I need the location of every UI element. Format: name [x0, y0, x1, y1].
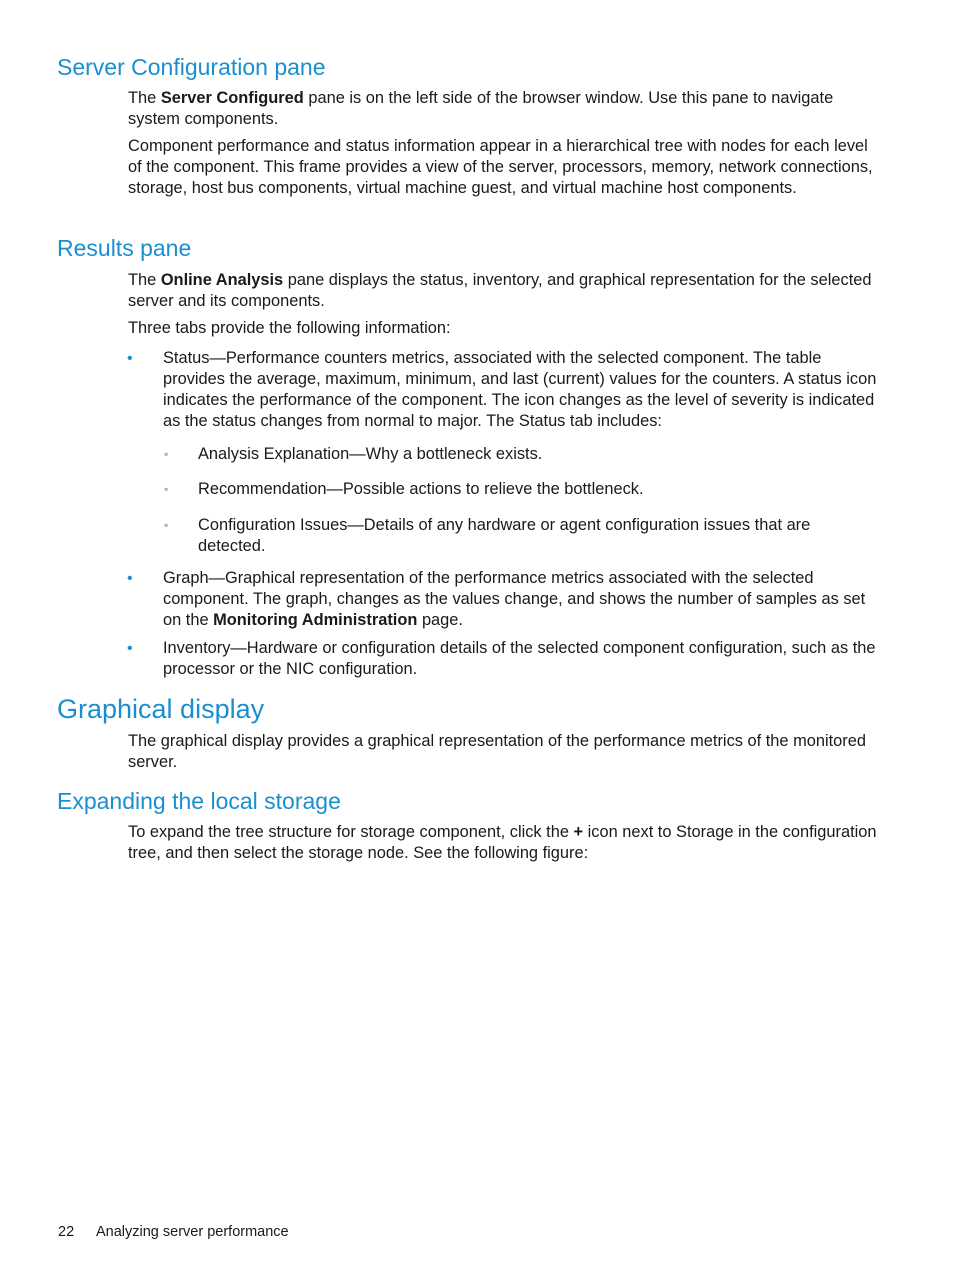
- bullet-icon: •: [127, 350, 133, 367]
- sub-list-item-recommendation: Recommendation—Possible actions to relieve the bottleneck.: [198, 480, 644, 498]
- ui-term-online-analysis: Online Analysis: [160, 271, 284, 289]
- sub-list-item-analysis-explanation: Analysis Explanation—Why a bottleneck exists.: [198, 445, 543, 463]
- text-run: icon next to Storage in the configuration tree, and then select the storage node. See the following figure:: [128, 823, 877, 862]
- graphical-display-paragraph: The graphical display provides a graphical representation of the performance metrics of the monitored server.: [128, 732, 866, 771]
- plus-icon: +: [573, 823, 584, 841]
- list-item-graph: [163, 568, 878, 631]
- server-config-paragraph-1: [128, 88, 878, 130]
- sub-bullet-icon: ◦: [164, 518, 169, 532]
- section-heading-server-configuration: Server Configuration pane: [57, 54, 326, 80]
- bullet-icon: •: [127, 570, 133, 587]
- footer-title: Analyzing server performance: [96, 1224, 289, 1240]
- text-run: pane displays the status, inventory, and graphical representation for the selected server and its components.: [128, 271, 872, 310]
- section-heading-results-pane: Results pane: [57, 235, 192, 261]
- sub-bullet-icon: ◦: [164, 482, 169, 496]
- list-item-inventory: Inventory—Hardware or configuration details of the selected component configuration, such as the processor or the NIC configuration.: [163, 639, 876, 678]
- ui-term-monitoring-administration: Monitoring Administration: [213, 611, 418, 629]
- ui-term-server-configured: Server Configured: [160, 89, 304, 107]
- text-run: The: [128, 271, 161, 289]
- results-paragraph-1: [128, 270, 878, 312]
- results-paragraph-2: Three tabs provide the following information:: [128, 319, 451, 337]
- page-number: 22: [58, 1224, 75, 1240]
- list-item-status: Status—Performance counters metrics, associated with the selected component. The table provides the average, maximum, minimum, and last (current) values for the counters. A status icon indicates the performance of the component. The icon changes as the level of severity is indicated as the status changes from normal to major. The Status tab includes:: [163, 349, 877, 430]
- section-heading-graphical-display: Graphical display: [57, 694, 265, 724]
- section-heading-expanding-local-storage: Expanding the local storage: [57, 788, 341, 814]
- text-run: Graph—Graphical representation of the performance metrics associated with the selected component. The graph, changes as the values change, and shows the number of samples as set on the: [163, 569, 866, 629]
- bullet-icon: •: [127, 640, 133, 657]
- text-run: pane is on the left side of the browser window. Use this pane to navigate system components.: [128, 89, 834, 128]
- text-run: The: [128, 89, 161, 107]
- text-run: To expand the tree structure for storage component, click the: [128, 823, 574, 841]
- sub-bullet-icon: ◦: [164, 447, 169, 461]
- text-run: page.: [417, 611, 463, 629]
- expanding-storage-paragraph: [128, 822, 878, 864]
- server-config-paragraph-2: Component performance and status information appear in a hierarchical tree with nodes for each level of the component. This frame provides a view of the server, processors, memory, network connections, storage, host bus components, virtual machine guest, and virtual machine host components.: [128, 137, 873, 197]
- sub-list-item-configuration-issues: Configuration Issues—Details of any hardware or agent configuration issues that are detected.: [198, 516, 811, 555]
